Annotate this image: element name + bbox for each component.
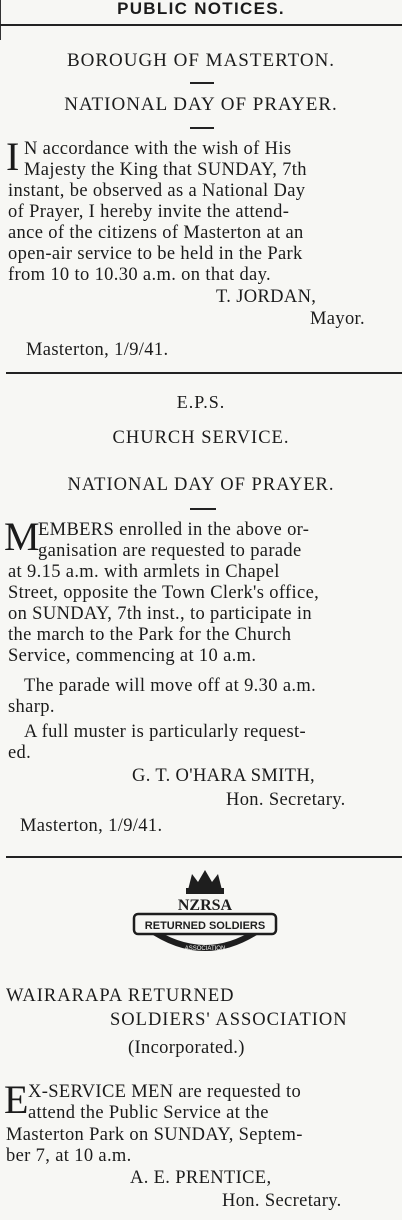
body-line: Majesty the King that SUNDAY, 7th <box>24 160 307 180</box>
body-line: Service, commencing at 10 a.m. <box>8 646 257 666</box>
body-line: attend the Public Service at the <box>28 1103 269 1123</box>
body-line: of Prayer, I hereby invite the attend- <box>8 202 290 222</box>
signer-role: Mayor. <box>310 309 366 329</box>
notice-title-cont: SOLDIERS' ASSOCIATION <box>110 1010 348 1030</box>
notice-separator <box>6 372 402 374</box>
notice-title: CHURCH SERVICE. <box>112 428 290 448</box>
notice-title: BOROUGH OF MASTERTON. <box>66 50 336 71</box>
body-line: ed. <box>8 743 32 763</box>
notice-subtitle: NATIONAL DAY OF PRAYER. <box>64 94 338 115</box>
signer-name: A. E. PRENTICE, <box>130 1168 272 1188</box>
title-divider <box>190 82 214 84</box>
notice-subtitle: NATIONAL DAY OF PRAYER. <box>67 475 335 495</box>
dateline: Masterton, 1/9/41. <box>20 816 163 836</box>
body-line: the march to the Park for the Church <box>8 625 292 645</box>
body-line: N accordance with the wish of His <box>24 139 292 159</box>
signer-name: G. T. O'HARA SMITH, <box>132 766 316 786</box>
notice-org: E.P.S. <box>176 392 226 412</box>
badge-top-text: NZRSA <box>177 897 233 914</box>
body-line: A full muster is particularly request- <box>24 722 306 742</box>
drop-cap: E <box>4 1077 29 1122</box>
body-line: ber 7, at 10 a.m. <box>6 1146 132 1166</box>
body-line: Street, opposite the Town Clerk's office, <box>8 583 320 603</box>
body-line: ganisation are requested to parade <box>38 541 302 561</box>
body-line: The parade will move off at 9.30 a.m. <box>24 676 317 696</box>
body-line: sharp. <box>8 697 55 717</box>
title-divider <box>190 127 214 129</box>
dateline: Masterton, 1/9/41. <box>26 340 169 360</box>
drop-cap: I <box>6 134 20 179</box>
body-line: ance of the citizens of Masterton at an <box>8 223 304 243</box>
section-heading: PUBLIC NOTICES. <box>117 0 285 18</box>
notice-title: WAIRARAPA RETURNED <box>6 986 235 1006</box>
badge-banner-text: RETURNED SOLDIERS <box>144 920 266 932</box>
title-divider <box>190 508 216 510</box>
body-line: at 9.15 a.m. with armlets in Chapel <box>8 562 280 582</box>
body-line: EMBERS enrolled in the above or- <box>38 520 310 540</box>
body-line: from 10 to 10.30 a.m. on that day. <box>8 265 271 285</box>
notice-subtitle: (Incorporated.) <box>128 1038 245 1058</box>
body-line: on SUNDAY, 7th inst., to participate in <box>8 604 312 624</box>
badge-bottom-text: ASSOCIATION <box>184 946 226 952</box>
signer-name: T. JORDAN, <box>216 287 317 307</box>
signer-role: Hon. Secretary. <box>222 1191 342 1211</box>
heading-rule <box>0 24 402 26</box>
signer-role: Hon. Secretary. <box>226 790 346 810</box>
body-line: open-air service to be held in the Park <box>8 244 303 264</box>
body-line: X-SERVICE MEN are requested to <box>28 1082 302 1102</box>
rsa-badge-icon <box>130 868 280 956</box>
notice-separator <box>6 856 402 858</box>
body-line: instant, be observed as a National Day <box>8 181 306 201</box>
body-line: Masterton Park on SUNDAY, Septem- <box>6 1125 303 1145</box>
drop-cap: M <box>4 514 40 559</box>
